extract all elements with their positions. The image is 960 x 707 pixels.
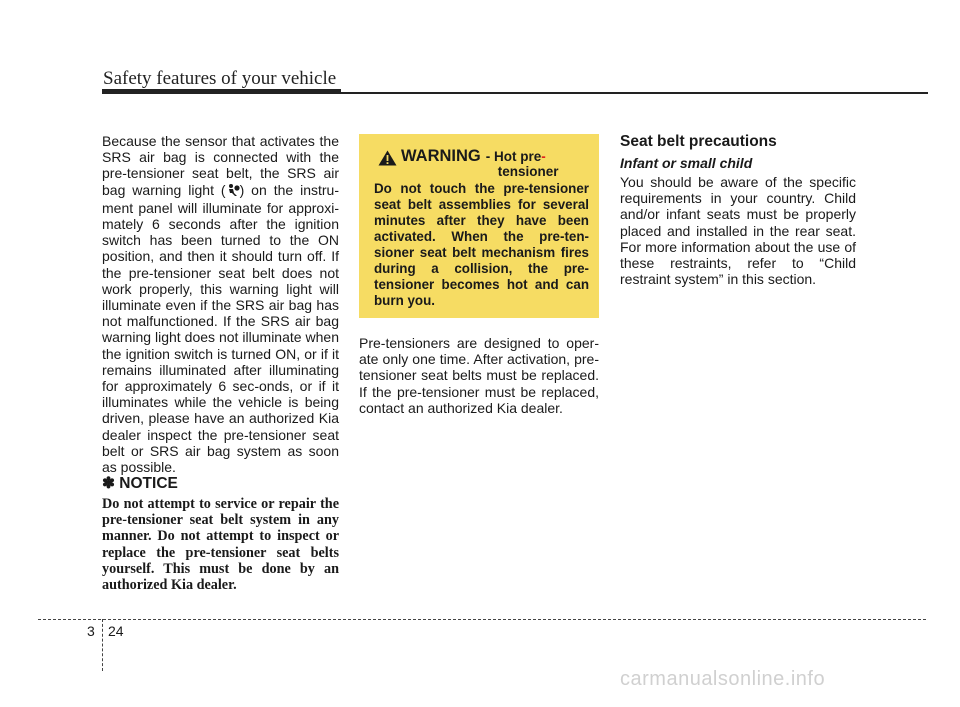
header-rule-accent — [102, 89, 341, 94]
column-3 — [620, 174, 856, 287]
notice-text: Do not attempt to service or repair the pre-tensioner seat belt system in any manner. Do not attempt to inspect or replace the pre-tensioner seat belts yourself. This must be done by an authorized Kia dealer. — [102, 496, 339, 594]
warning-subtitle-prefix: - Hot pre — [485, 149, 542, 164]
page-number: 24 — [108, 623, 124, 639]
sub-title: Infant or small child — [620, 155, 753, 171]
airbag-paragraph — [102, 133, 339, 475]
section-title: Seat belt precautions — [620, 133, 777, 150]
column-2 — [359, 335, 599, 416]
child-restraint-paragraph: You should be aware of the specific requirements in your country. Child and/or infant seats must be properly placed and installed in the rear seat. For more information about the use of these restraints, refer to “Child restraint system” in this section. — [620, 174, 856, 288]
footer-divider — [38, 619, 926, 620]
airbag-warning-icon — [226, 183, 240, 200]
pretensioner-paragraph: Pre-tensioners are designed to oper-ate only one time. After activation, pre-tensioner seat belts must be replaced. If the pre-tensioner must be replaced, contact an authorized Kia dealer. — [359, 335, 599, 416]
warning-subtitle-hyphen: - — [541, 149, 546, 164]
warning-subtitle — [486, 149, 559, 179]
notice-heading: ✽ NOTICE — [102, 475, 178, 492]
page-header-title: Safety features of your vehicle — [103, 68, 337, 89]
warning-word: WARNING — [401, 147, 481, 165]
chapter-number: 3 — [87, 623, 95, 639]
airbag-paragraph-part1: Because the sensor that activates the SRS air bag is connected with the pre-tensioner seat belt, the SRS air bag warning light ( — [102, 133, 339, 198]
warning-text: Do not touch the pre-tensioner seat belt assemblies for several minutes after they have been activated. When the pre-ten-sioner seat belt mechanism fires during a collision, the pre-tensioner becomes hot and can burn you. — [374, 181, 589, 308]
watermark: carmanualsonline.info — [620, 668, 826, 690]
warning-box — [359, 134, 599, 318]
warning-triangle-icon — [378, 150, 397, 171]
warning-subtitle-suffix: tensioner — [497, 164, 559, 179]
warning-title-row — [374, 146, 589, 179]
footer-vertical-divider — [102, 619, 103, 671]
column-1 — [102, 133, 339, 475]
airbag-paragraph-part2: ) on the instru-ment panel will illuminate for approxi-mately 6 seconds after the ignition switch has been turned to the ON position, and then it should turn off. If the pre-tensioner seat belt does not work properly, this warning light will illuminate even if the SRS air bag has not malfunctioned. If the SRS air bag warning light does not illuminate when the ignition switch is turned ON, or if it remains illuminated after illuminating for approximately 6 sec-onds, or if it illuminates while the vehicle is being driven, please have an authorized Kia dealer inspect the pre-tensioner seat belt or SRS air bag system as soon as possible. — [102, 181, 340, 476]
